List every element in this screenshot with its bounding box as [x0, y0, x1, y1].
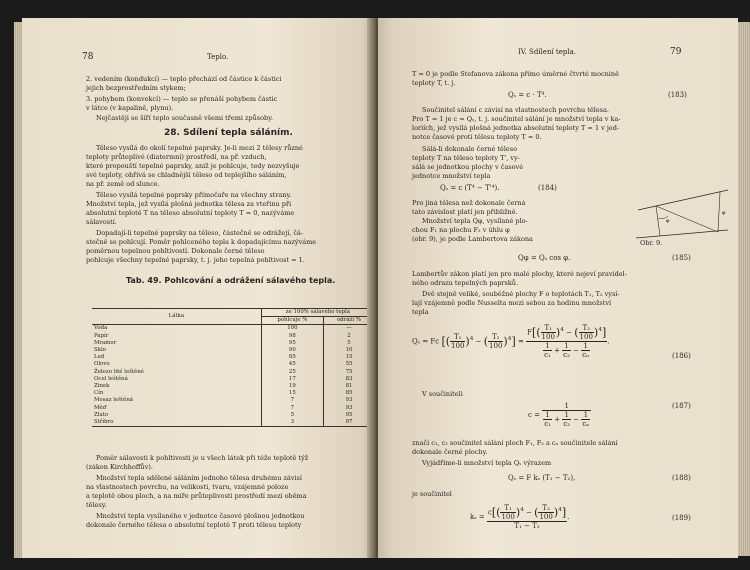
material-cell: Stříbro [94, 419, 114, 426]
reflected-cell: 83 [324, 376, 374, 383]
text-line: sálá se jednotkou plochy v časové [412, 163, 524, 171]
text-line: značí c₁, c₂ součinitel sálání ploch F₁, F₂ a cₙ součinitele sálání [412, 439, 618, 447]
figure-9-diagram [632, 188, 732, 250]
text-line: Množství tepla vysílaného v jednotce časové plošnou jednotkou [96, 512, 305, 520]
material-cell: Voda [94, 325, 108, 332]
text-line: Vyjádříme-li množství tepla Qₛ výrazem [422, 459, 552, 467]
material-cell: Papír [94, 332, 109, 339]
text-line: dokonale černého tělesa o absolutní teplotě T proti tělesu teploty [86, 521, 302, 529]
text-line: Dvě stejně veliké, souběžné plochy F o teplotách T₁, T₂ vysí- [422, 290, 620, 298]
absorbed-cell: 5 [261, 412, 323, 419]
reflected-cell: 2 [324, 333, 374, 340]
text-line: Pro jiná tělesa než dokonale černá [412, 199, 526, 207]
page-number-right: 79 [670, 47, 682, 57]
material-cell: Železo lité leštěné [94, 368, 144, 375]
absorbed-cell: 7 [261, 397, 323, 404]
text-line: dokonale černé plochy. [412, 448, 488, 456]
text-line: na př. země od slunce. [86, 180, 160, 188]
table-row [92, 405, 374, 412]
running-head-right: IV. Sdílení tepla. [518, 48, 576, 56]
text-line: stečně se pohlcují. Poměr pohlceného tepla k dopadajícímu nazýváme [86, 238, 317, 246]
equation-number: (183) [668, 91, 687, 99]
material-cell: Mosaz leštěná [94, 397, 134, 404]
equation-186: Qₛ = Fc [( $\frac{\text{T₁}}{100}$ )$^4$ − ( $\frac{\text{T₂}}{100}$ )$^4$] = F[( $\frac{\text{T₁}}{100}$ )$^4$ − ( $\frac{\text{T₂}}{100}$ )$^4$] $\frac{1}{\text{c₁}}$ + $\frac{1}{\text{c₂}}$ − $\frac{1}{\text{cₙ}}$ . [412, 324, 610, 359]
equation-number: (189) [672, 514, 691, 522]
reflected-cell: — [324, 325, 374, 333]
return-line [718, 192, 720, 232]
equation-number: (184) [538, 184, 557, 192]
text-line: T = 0 je podle Stefanova zákona přímo úměrné čtvrté mocnině [412, 70, 619, 78]
text-line: Těleso vysílá do okolí tepelné paprsky. Je-li mezi 2 tělesy různé [96, 144, 303, 152]
reflected-cell: 93 [324, 405, 374, 412]
table-row [92, 419, 374, 427]
open-book [22, 18, 738, 558]
text-line: Množství tepla Qφ, vysílané plo- [422, 217, 528, 225]
material-cell: Ocel leštěná [94, 375, 128, 382]
reflected-cell: 15 [324, 354, 374, 361]
page-stack-right [736, 22, 750, 556]
plane-f1 [638, 190, 728, 210]
text-line: teploty průteplivé (diatermní) prostředí, na př. vzduch, [86, 153, 267, 161]
text-line: a teplotě obou ploch, a na míře průteplivosti prostředí mezi oběma [86, 492, 307, 500]
text-line: tato závislost platí jen přibližně. [412, 208, 518, 216]
reflected-cell: 5 [324, 340, 374, 347]
text-line: je součinitel [412, 490, 452, 498]
text-line: sálavostí. [86, 218, 117, 226]
text-line: Lambertův zákon platí jen pro malé plochy, které nejeví pravidel- [412, 270, 627, 278]
reflected-cell: 97 [324, 419, 374, 427]
reflected-cell: 95 [324, 412, 374, 419]
plane-f2 [636, 230, 728, 238]
text-line: Množství tepla, jež vysílá plošná jednotka tělesa za vteřinu při [86, 200, 292, 208]
equation-number: (187) [672, 402, 691, 410]
table-row [92, 376, 374, 383]
text-line: jejich bezprostředním stykem; [86, 84, 186, 92]
table-49 [92, 308, 374, 427]
equation-187: c = 1 $\frac{1}{\text{c₁}}$ + $\frac{1}{\text{c₂}}$ − $\frac{1}{\text{cₙ}}$ [528, 402, 590, 428]
normal-line [656, 206, 660, 236]
text-line: své teploty, ohřívá se chladnější těleso od teplejšího sáláním, [86, 171, 287, 179]
text-line: loriích, jež vysílá plošná jednotka absolutní teploty T = 1 v jed- [412, 124, 620, 132]
equation-188: Qₛ = F kₛ (T₁ − T₂), [508, 474, 576, 482]
table-row [92, 397, 374, 404]
text-line: Množství tepla sdělené sáláním jednoho tělesa druhému závisí [96, 474, 302, 482]
absorbed-cell: 25 [261, 369, 323, 376]
absorbed-cell: 98 [261, 333, 323, 340]
material-cell: Led [94, 354, 105, 361]
text-line: chou F₁ na plochu F₂ v úhlu φ [412, 226, 510, 234]
table-row [92, 390, 374, 397]
table-row [92, 383, 374, 390]
reflected-cell: 81 [324, 383, 374, 390]
text-line: tělesy. [86, 501, 107, 509]
plane-label: φ [722, 210, 726, 216]
absorbed-cell: 17 [261, 376, 323, 383]
reflected-cell: 93 [324, 397, 374, 404]
text-line: tepla [412, 308, 429, 316]
reflected-cell: 10 [324, 347, 374, 354]
text-line: Nejčastěji se šíří teplo současně všemi třemi způsoby. [96, 114, 274, 122]
text-line: teploty T na těleso teploty T', vy- [412, 154, 520, 162]
table-row [92, 333, 374, 340]
figure-caption: Obr. 9. [640, 239, 663, 247]
text-line: teploty T, t. j. [412, 79, 456, 87]
text-line: absolutní teplotě T na těleso absolutní teploty T = 0, nazýváme [86, 209, 295, 217]
absorbed-cell: 85 [261, 354, 323, 361]
text-line: notce časové proti tělesu teploty T = 0. [412, 133, 542, 141]
table-row [92, 340, 374, 347]
table-header-reflected: odráží % [324, 317, 374, 325]
equation-number: (185) [672, 254, 691, 262]
text-line: Pro T = 1 je c = Qₛ, t. j. součinitel sálání je množství tepla v ka- [412, 115, 621, 123]
text-line: Sálá-li dokonale černé těleso [422, 145, 518, 153]
text-line: Poměr sálavosti k pohltivosti je u všech látek při téže teplotě týž [96, 454, 309, 462]
equation-185: Qφ = Qₛ cos φ. [518, 254, 571, 262]
reflected-cell: 85 [324, 390, 374, 397]
material-cell: Cín [94, 390, 104, 397]
text-line: jednotce množství tepla [412, 172, 491, 180]
text-line: lají vzájemně podle Nusselta mezi sebou za hodinu množství [412, 299, 612, 307]
material-cell: Měď [94, 404, 107, 411]
text-line: v látce (v kapalině, plynu). [86, 104, 174, 112]
reflected-cell: 75 [324, 369, 374, 376]
absorbed-cell: 19 [261, 383, 323, 390]
text-line: Těleso vysílá tepelné paprsky přímočaře na všechny strany. [96, 191, 292, 199]
text-line: ného odrazu tepelných paprsků. [412, 279, 519, 287]
table-row [92, 361, 374, 368]
text-line: pohlcuje všechny tepelné paprsky, t. j. jeho tepelná pohltivost = 1. [86, 256, 305, 264]
text-line: které propouští tepelné paprsky, aniž je pohlcuje, tedy nezvyšuje [86, 162, 300, 170]
text-line: 2. vedením (kondukcí) — teplo přechází od částice k částici [86, 75, 282, 83]
text-line: Dopadají-li tepelné paprsky na těleso, částečně se odrážejí, čá- [96, 229, 304, 237]
material-cell: Sklo [94, 347, 106, 354]
absorbed-cell: 7 [261, 405, 323, 412]
material-cell: Zlato [94, 411, 109, 418]
equation-184: Qₛ = c (T⁴ − T'⁴). [440, 184, 500, 192]
table-header-group: ze 100% sálavého tepla [261, 309, 374, 317]
equation-183: Qₛ = c · T⁴. [508, 91, 547, 99]
equation-number: (186) [672, 352, 691, 360]
absorbed-cell: 95 [261, 340, 323, 347]
absorbed-cell: 90 [261, 347, 323, 354]
page-number-left: 78 [82, 52, 94, 62]
table-header-material: Látka [168, 313, 185, 320]
table-row [92, 412, 374, 419]
table-row [92, 325, 374, 333]
running-head-left: Teplo. [207, 53, 229, 61]
right-page [378, 18, 738, 558]
text-line: V součiniteli [422, 390, 463, 398]
text-line: 3. pohybem (konvekcí) — teplo se přenáší pohybem částic [86, 95, 278, 103]
absorbed-cell: 15 [261, 390, 323, 397]
table-row [92, 369, 374, 376]
text-line: (obr. 9), je podle Lambertova zákona [412, 235, 533, 243]
text-line: na vlastnostech povrchu, na velikosti, tvaru, vzájemné poloze [86, 483, 289, 491]
text-line: Součinitel sálání c závisí na vlastnostech povrchu tělesa. [422, 106, 609, 114]
absorbed-cell: 100 [261, 325, 323, 333]
material-cell: Olovo [94, 361, 110, 368]
equation-number: (188) [672, 474, 691, 482]
text-line: (zákon Kirchhoffův). [86, 463, 153, 471]
material-cell: Zinek [94, 383, 110, 390]
reflected-cell: 55 [324, 361, 374, 368]
left-page [22, 18, 374, 558]
table-row [92, 347, 374, 354]
absorbed-cell: 45 [261, 361, 323, 368]
text-line: poměrnou tepelnou pohltivostí. Dokonale černé těleso [86, 247, 265, 255]
table-header-absorbed: pohlcuje % [261, 317, 323, 325]
equation-189: kₛ = c[( $\frac{\text{T₁}}{100}$ )$^4$ − ( $\frac{\text{T₂}}{100}$ )$^4$] T₁ − T₂ . [470, 504, 570, 530]
table-title: Tab. 49. Pohlcování a odrážení sálavého tepla. [126, 276, 336, 285]
table-row [92, 354, 374, 361]
material-cell: Mramor [94, 339, 117, 346]
section-title: 28. Sdílení tepla sáláním. [164, 128, 293, 138]
absorbed-cell: 3 [261, 419, 323, 427]
angle-label: φ [666, 218, 670, 224]
